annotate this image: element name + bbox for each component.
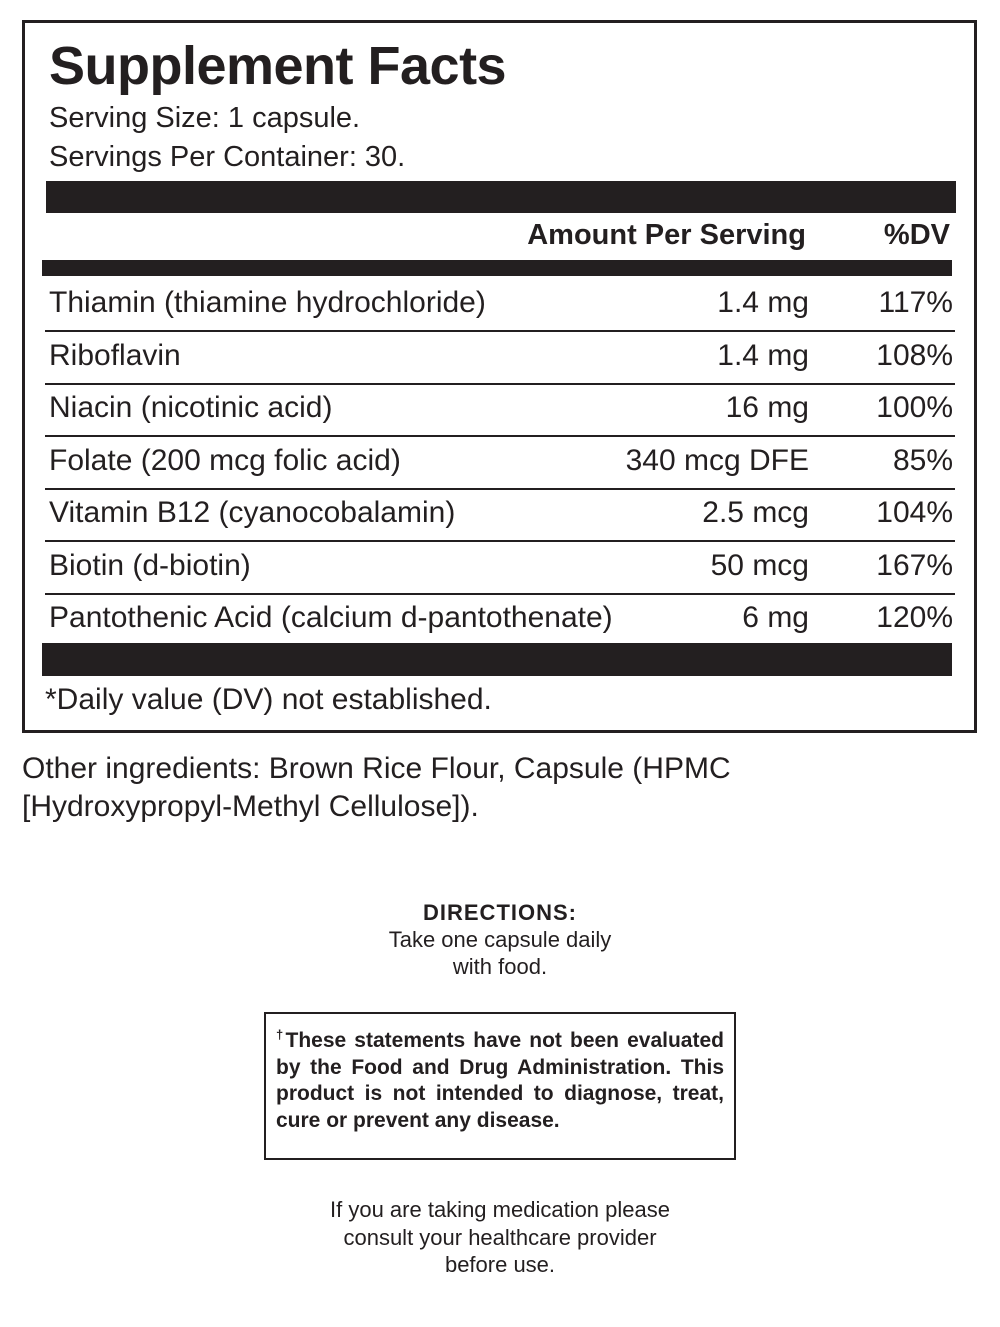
nutrient-row	[45, 541, 955, 595]
nutrient-dv: 108%	[876, 338, 953, 372]
divider-bar	[42, 643, 952, 676]
fda-disclaimer-box	[264, 1012, 736, 1160]
nutrient-dv: 120%	[876, 601, 953, 634]
directions-line: with food.	[452, 954, 548, 979]
supplement-facts-panel	[22, 20, 977, 733]
nutrient-amount: 16 mg	[725, 391, 809, 424]
nutrient-amount: 2.5 mcg	[702, 496, 809, 529]
nutrient-dv: 104%	[876, 496, 953, 529]
nutrient-name: Thiamin (thiamine hydrochloride)	[49, 286, 486, 319]
nutrient-name: Pantothenic Acid (calcium d-pantothenate)	[49, 601, 613, 634]
nutrient-amount: 50 mcg	[710, 548, 809, 582]
dagger-mark: †	[276, 1027, 286, 1042]
nutrient-row	[45, 593, 955, 645]
directions-line: Take one capsule daily	[388, 927, 612, 952]
nutrient-dv: 85%	[892, 443, 953, 477]
nutrient-name: Riboflavin	[49, 338, 181, 372]
nutrient-amount: 1.4 mg	[717, 286, 809, 319]
panel-title: Supplement Facts	[49, 36, 507, 96]
nutrient-row	[45, 488, 955, 542]
medication-warning	[0, 1196, 1000, 1279]
nutrient-row	[45, 331, 955, 385]
nutrient-name: Niacin (nicotinic acid)	[49, 391, 333, 424]
nutrient-amount: 6 mg	[742, 601, 809, 634]
nutrient-name: Biotin (d-biotin)	[49, 548, 251, 582]
servings-per-container: Servings Per Container: 30.	[49, 141, 406, 173]
nutrient-row	[45, 278, 955, 332]
nutrient-amount: 1.4 mg	[717, 338, 809, 372]
nutrient-row	[45, 383, 955, 437]
divider-bar	[42, 260, 952, 276]
amount-header: Amount Per Serving	[527, 219, 806, 251]
nutrient-dv: 100%	[876, 391, 953, 424]
nutrient-name: Vitamin B12 (cyanocobalamin)	[49, 496, 456, 529]
warning-line: consult your healthcare provider	[343, 1224, 657, 1250]
warning-line: before use.	[444, 1252, 556, 1277]
nutrient-dv: 117%	[878, 286, 953, 319]
dv-footnote: *Daily value (DV) not established.	[45, 683, 492, 716]
other-ingredients: Other ingredients: Brown Rice Flour, Capsule (HPMC [Hydroxypropyl-Methyl Cellulose]).	[22, 752, 731, 823]
divider-bar	[46, 181, 956, 213]
dv-header: %DV	[883, 219, 950, 251]
warning-line: If you are taking medication please	[330, 1197, 670, 1222]
nutrient-dv: 167%	[876, 548, 953, 582]
nutrient-row	[45, 436, 955, 490]
directions-heading: DIRECTIONS:	[423, 900, 577, 925]
nutrient-amount: 340 mcg DFE	[625, 443, 809, 477]
disclaimer-text: These statements have not been evaluated by the Food and Drug Administration. This product is not intended to diagnose, treat, cure or prevent any disease.	[276, 1029, 724, 1132]
serving-size: Serving Size: 1 capsule.	[49, 102, 361, 134]
directions-text	[0, 926, 1000, 980]
nutrient-name: Folate (200 mcg folic acid)	[49, 443, 401, 477]
